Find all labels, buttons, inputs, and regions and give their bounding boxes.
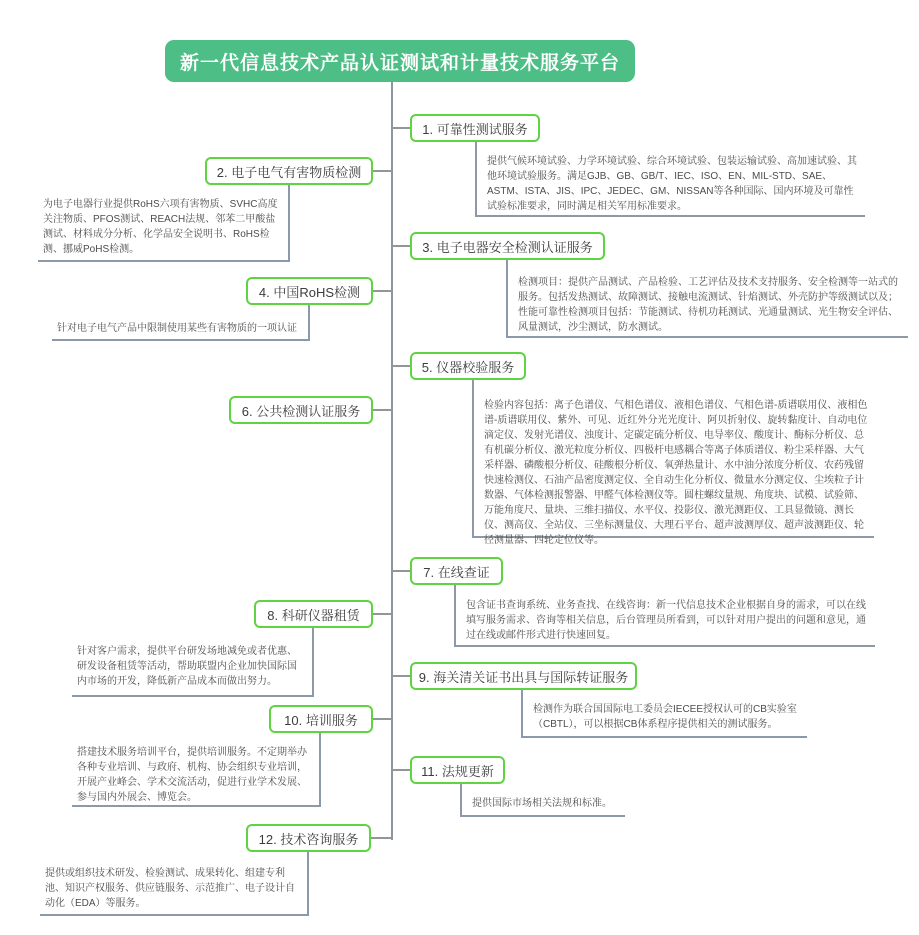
connector-line — [372, 290, 391, 292]
branch-note-2[interactable]: 为电子电器行业提供RoHS六项有害物质、SVHC高度关注物质、PFOS测试、REACH法规、邻苯二甲酸盐测试、材料成分分析、化学品安全说明书、RoHS检测、挪威PoHS检测。 — [38, 185, 290, 262]
connector-line — [391, 675, 410, 677]
branch-note-3[interactable]: 检测项目：提供产品测试、产品检验、工艺评估及技术支持服务、安全检测等一站式的服务。包括发热测试、故障测试、接触电流测试、针焰测试、外壳防护等级测试以及；性能可靠性检测项目包括：节能测试、待机功耗测试、光通量测试、光生物安全评估、风量测试，沙尘测试，防水测试。 — [506, 260, 908, 338]
branch-note-8[interactable]: 针对客户需求，提供平台研发场地减免或者优惠、研发设备租赁等活动，帮助联盟内企业加快国际国内市场的开发，降低新产品成本而做出努力。 — [72, 628, 314, 697]
root-topic[interactable]: 新一代信息技术产品认证测试和计量技术服务平台 — [165, 40, 635, 82]
branch-note-1[interactable]: 提供气候环境试验、力学环境试验、综合环境试验、包装运输试验、高加速试验、其他环境试验服务。满足GJB、GB、GB/T、IEC、ISO、EN、MIL-STD、SAE、ASTM、ISTA、JIS、IPC、JEDEC、GM、NISSAN等各种国际、国内环境及可靠性试验标准要求，同时满足相关军用标准要求。 — [475, 142, 865, 217]
branch-node-4[interactable]: 4. 中国RoHS检测 — [246, 277, 373, 305]
connector-line — [372, 613, 391, 615]
branch-node-2[interactable]: 2. 电子电气有害物质检测 — [205, 157, 373, 185]
connector-line — [391, 769, 410, 771]
branch-node-12[interactable]: 12. 技术咨询服务 — [246, 824, 371, 852]
connector-line — [391, 365, 410, 367]
branch-note-4[interactable]: 针对电子电气产品中限制使用某些有害物质的一项认证 — [52, 305, 310, 341]
connector-line — [370, 837, 391, 839]
branch-note-12[interactable]: 提供或组织技术研发、检验测试、成果转化、组建专利池、知识产权服务、供应链服务、示范推广、电子设计自动化（EDA）等服务。 — [40, 852, 309, 916]
connector-line — [372, 170, 391, 172]
connector-line — [370, 718, 391, 720]
branch-node-3[interactable]: 3. 电子电器安全检测认证服务 — [410, 232, 605, 260]
connector-line — [391, 127, 410, 129]
connector-line — [391, 570, 410, 572]
branch-node-9[interactable]: 9. 海关清关证书出具与国际转证服务 — [410, 662, 637, 690]
branch-note-10[interactable]: 搭建技术服务培训平台，提供培训服务。不定期举办各种专业培训、与政府、机构、协会组织专业培训，开展产业峰会、学术交流活动，促进行业学术发展、参与国内外展会、博览会。 — [72, 733, 321, 807]
branch-node-11[interactable]: 11. 法规更新 — [410, 756, 505, 784]
branch-node-7[interactable]: 7. 在线查证 — [410, 557, 503, 585]
branch-note-9[interactable]: 检测作为联合国国际电工委员会IECEE授权认可的CB实验室（CBTL），可以根据CB体系程序提供相关的测试服务。 — [521, 690, 807, 738]
branch-node-8[interactable]: 8. 科研仪器租赁 — [254, 600, 373, 628]
branch-node-10[interactable]: 10. 培训服务 — [269, 705, 373, 733]
branch-note-5[interactable]: 检验内容包括：离子色谱仪、气相色谱仪、液相色谱仪、气相色谱-质谱联用仪、液相色谱-质谱联用仪、紫外、可见、近红外分光光度计、阿贝折射仪、旋转黏度计、自动电位滴定仪、发射光谱仪、浊度计、定碳定硫分析仪、电导率仪、酸度计、酶标分析仪、总有机碳分析仪、激光粒度分析仪、四极杆电感耦合等离子体质谱仪、粉尘采样器、大气采样器、磷酸根分析仪、硅酸根分析仪、氧弹热量计、水中油分浓度分析仪、农药残留快速检测仪、石油产品密度测定仪、全自动生化分析仪、微量水分测定仪、尘埃粒子计数器、气体检测报警器、甲醛气体检测仪等。圆柱螺纹量规、角度块、试模、试验筛、万能角度尺、量块、三维扫描仪、水平仪、投影仪、激光测距仪、工具显微镜、测长仪、测高仪、全站仪、三坐标测量仪、大理石平台、超声波测厚仪、超声波测距仪、轮径测量器、四轮定位仪等。 — [472, 380, 874, 538]
trunk-connector-line — [391, 82, 393, 840]
branch-node-6[interactable]: 6. 公共检测认证服务 — [229, 396, 373, 424]
connector-line — [372, 409, 391, 411]
branch-note-11[interactable]: 提供国际市场相关法规和标准。 — [460, 784, 625, 817]
branch-node-1[interactable]: 1. 可靠性测试服务 — [410, 114, 540, 142]
branch-node-5[interactable]: 5. 仪器校验服务 — [410, 352, 526, 380]
connector-line — [391, 245, 410, 247]
branch-note-7[interactable]: 包含证书查询系统、业务查找、在线咨询：新一代信息技术企业根据自身的需求，可以在线填写服务需求、咨询等相关信息，后台管理员所看到，可以针对用户提出的问题和意见，通过在线或邮件形式进行快速回复。 — [454, 585, 875, 647]
